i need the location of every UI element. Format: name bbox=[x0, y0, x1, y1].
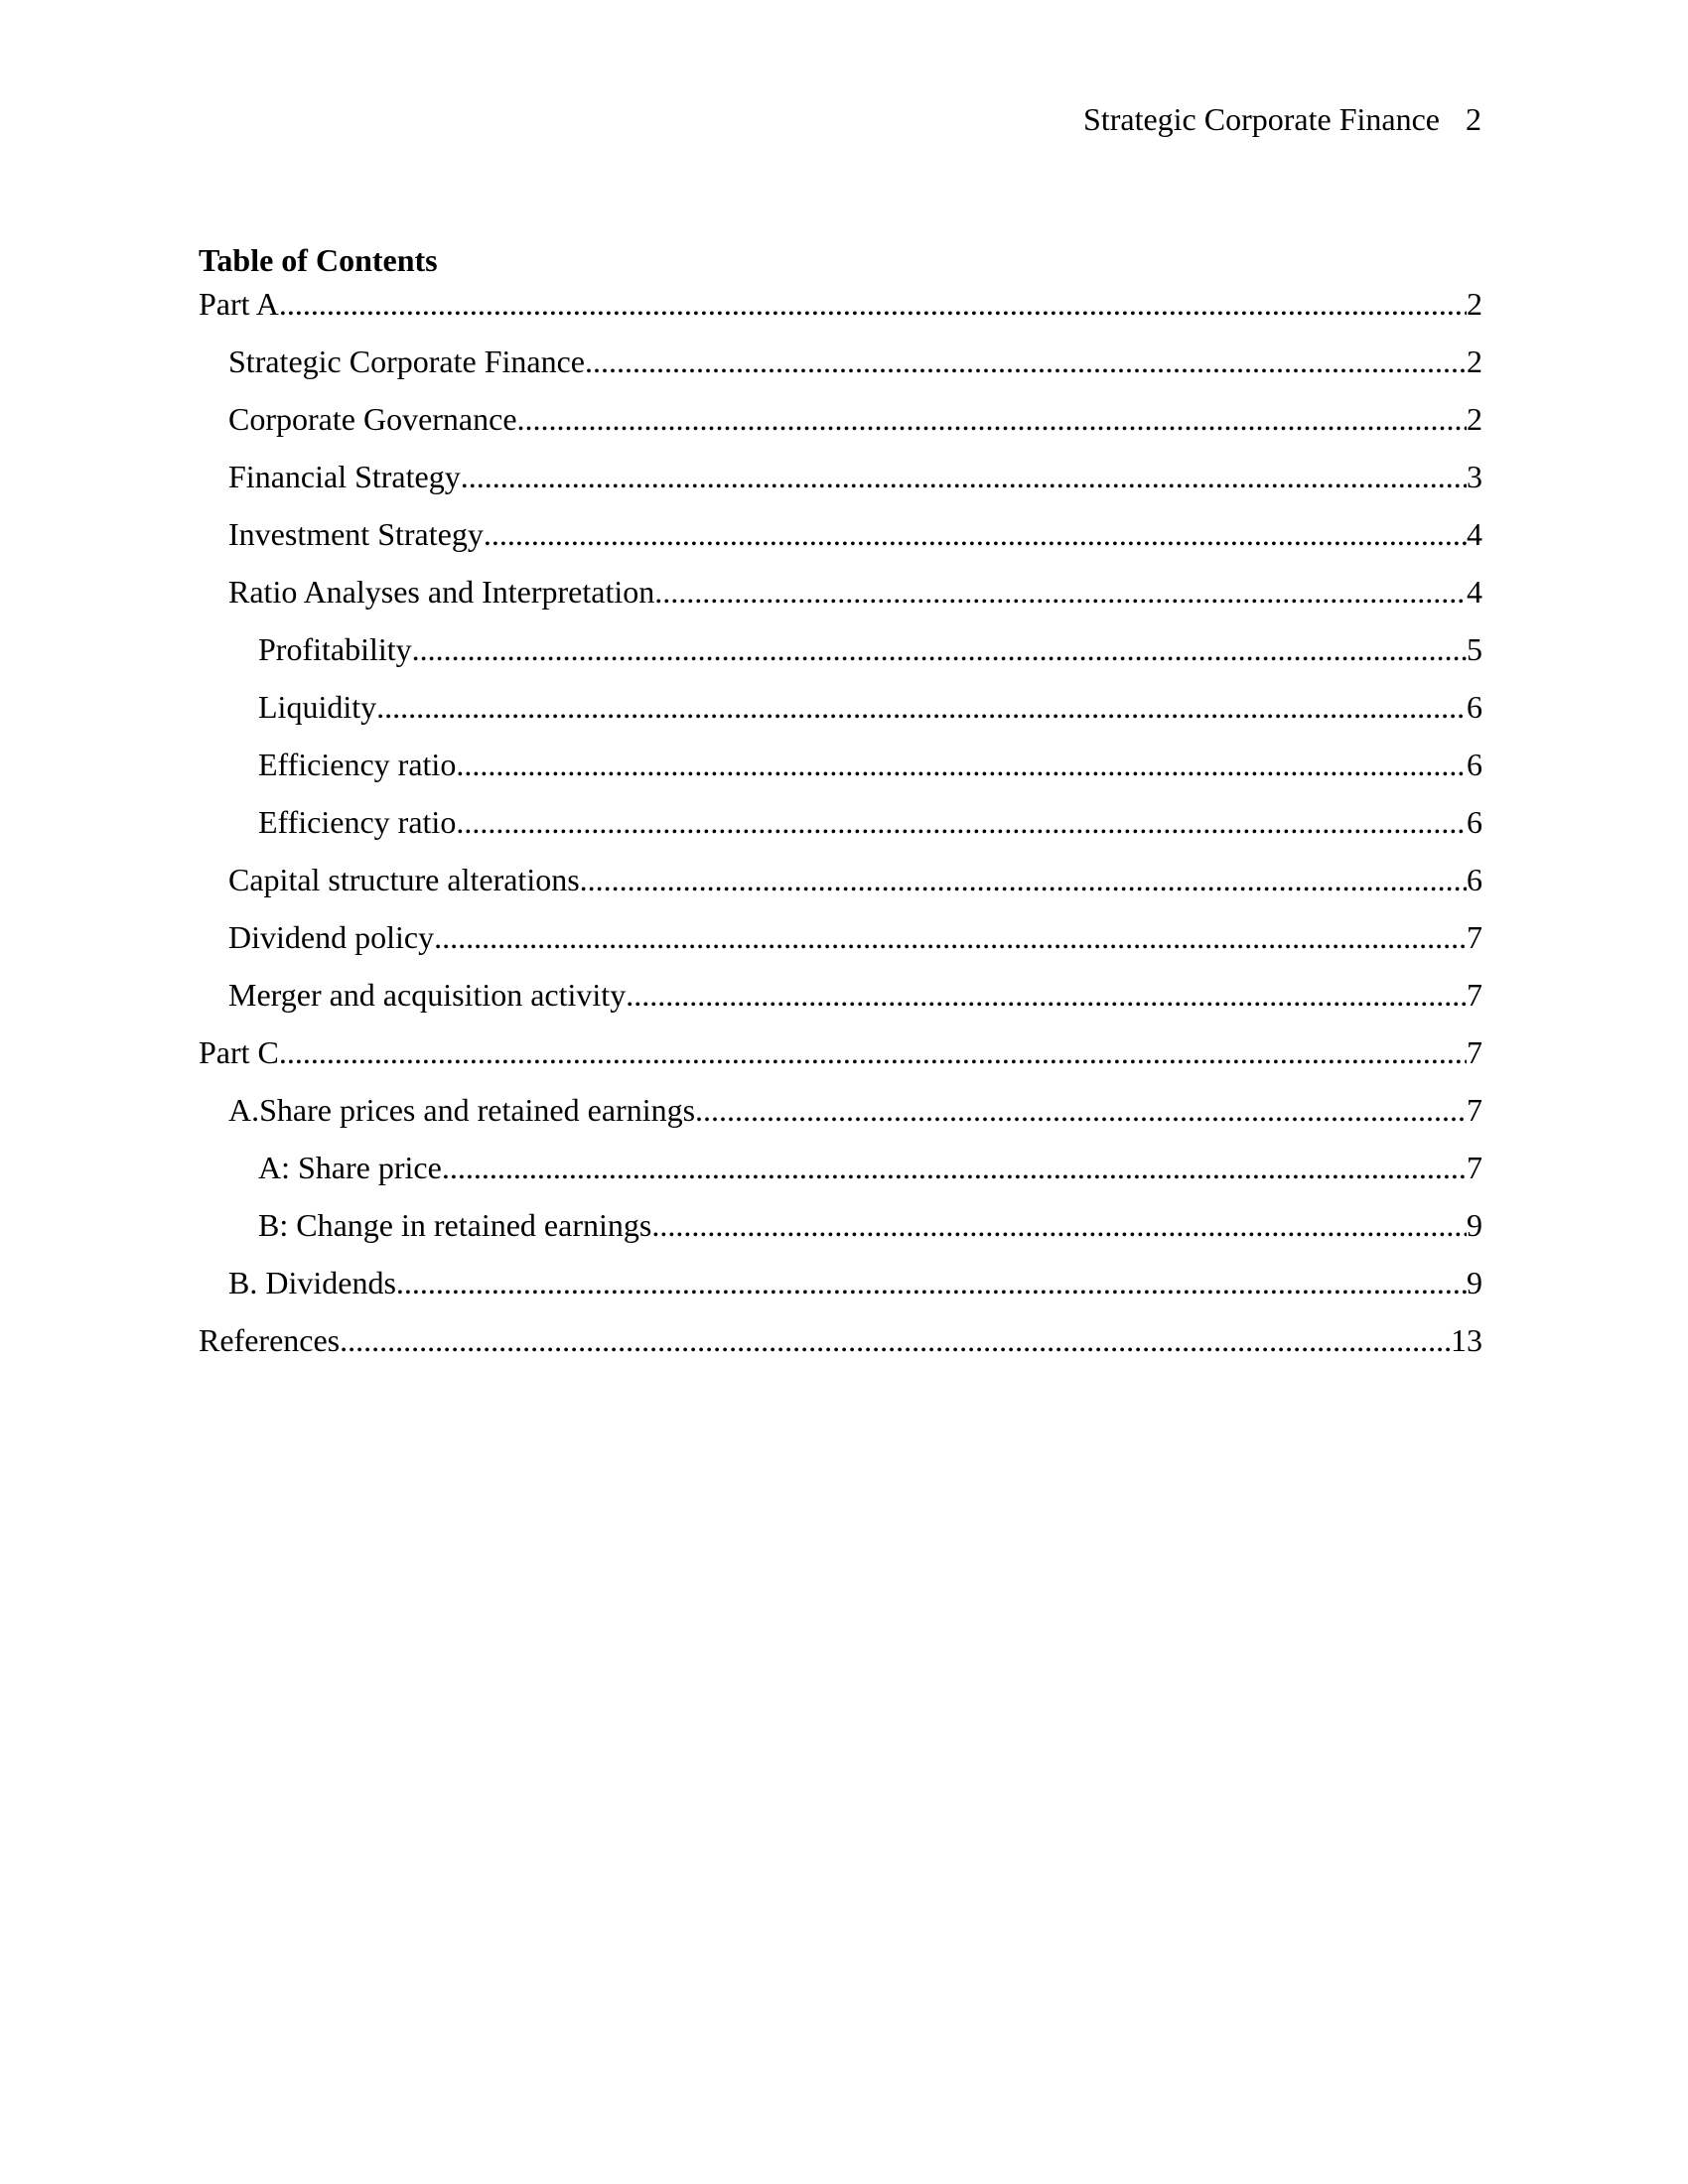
toc-entry-change-retained-earnings[interactable] bbox=[199, 1203, 1482, 1261]
toc-entry-efficiency-ratio[interactable] bbox=[199, 743, 1482, 800]
toc-entry-part-a[interactable] bbox=[199, 282, 1482, 340]
toc-entry-page: 6 bbox=[1467, 689, 1482, 725]
toc-entry-profitability[interactable] bbox=[199, 627, 1482, 685]
page-number: 2 bbox=[1466, 101, 1481, 137]
toc-entry-label: A.Share prices and retained earnings bbox=[228, 1092, 696, 1128]
toc-entry-label: Investment Strategy bbox=[228, 516, 484, 552]
toc-entry-page: 13 bbox=[1451, 1322, 1482, 1358]
toc-entry-page: 4 bbox=[1467, 516, 1482, 552]
toc-entry-label: Part C bbox=[199, 1034, 279, 1070]
toc-leader-dots bbox=[626, 973, 1467, 1017]
toc-entry-financial-strategy[interactable] bbox=[199, 455, 1482, 512]
toc-entry-label: Profitability bbox=[258, 631, 412, 667]
toc-entry-label: Efficiency ratio bbox=[258, 804, 457, 840]
toc-entry-page: 5 bbox=[1467, 631, 1482, 667]
toc-entry-label: Efficiency ratio bbox=[258, 747, 457, 782]
toc-entry-efficiency-ratio[interactable] bbox=[199, 800, 1482, 858]
toc-entry-page: 6 bbox=[1467, 862, 1482, 897]
toc-leader-dots bbox=[456, 743, 1467, 786]
toc-entry-page: 6 bbox=[1467, 747, 1482, 782]
toc-leader-dots bbox=[396, 1261, 1467, 1304]
table-of-contents bbox=[199, 282, 1482, 1376]
toc-entry-page: 7 bbox=[1467, 919, 1482, 955]
toc-entry-references[interactable] bbox=[199, 1318, 1482, 1376]
toc-leader-dots bbox=[461, 455, 1467, 498]
toc-entry-page: 2 bbox=[1467, 401, 1482, 437]
toc-leader-dots bbox=[585, 340, 1467, 383]
toc-entry-ratio-analyses[interactable] bbox=[199, 570, 1482, 627]
toc-entry-page: 7 bbox=[1467, 1092, 1482, 1128]
toc-entry-label: Ratio Analyses and Interpretation bbox=[228, 574, 655, 610]
toc-entry-label: Strategic Corporate Finance bbox=[228, 343, 585, 379]
toc-entry-label: A: Share price bbox=[258, 1150, 442, 1185]
toc-leader-dots bbox=[695, 1088, 1467, 1132]
toc-entry-label: Liquidity bbox=[258, 689, 377, 725]
toc-entry-share-prices-retained-earnings[interactable] bbox=[199, 1088, 1482, 1146]
toc-entry-page: 7 bbox=[1467, 977, 1482, 1013]
toc-entry-liquidity[interactable] bbox=[199, 685, 1482, 743]
toc-entry-page: 9 bbox=[1467, 1207, 1482, 1243]
toc-leader-dots bbox=[484, 512, 1467, 556]
toc-entry-part-c[interactable] bbox=[199, 1030, 1482, 1088]
toc-leader-dots bbox=[279, 282, 1467, 326]
toc-leader-dots bbox=[654, 570, 1467, 614]
toc-entry-label: Corporate Governance bbox=[228, 401, 517, 437]
toc-entry-label: B: Change in retained earnings bbox=[258, 1207, 652, 1243]
toc-leader-dots bbox=[517, 397, 1467, 441]
toc-entry-merger-acquisition[interactable] bbox=[199, 973, 1482, 1030]
toc-leader-dots bbox=[434, 915, 1467, 959]
toc-entry-page: 2 bbox=[1467, 343, 1482, 379]
toc-leader-dots bbox=[376, 685, 1467, 729]
toc-entry-page: 3 bbox=[1467, 459, 1482, 494]
toc-entry-dividend-policy[interactable] bbox=[199, 915, 1482, 973]
toc-entry-capital-structure[interactable] bbox=[199, 858, 1482, 915]
toc-entry-page: 9 bbox=[1467, 1265, 1482, 1300]
toc-leader-dots bbox=[456, 800, 1467, 844]
toc-entry-investment-strategy[interactable] bbox=[199, 512, 1482, 570]
toc-entry-strategic-corporate-finance[interactable] bbox=[199, 340, 1482, 397]
toc-entry-corporate-governance[interactable] bbox=[199, 397, 1482, 455]
toc-entry-page: 7 bbox=[1467, 1150, 1482, 1185]
toc-entry-label: Merger and acquisition activity bbox=[228, 977, 627, 1013]
toc-leader-dots bbox=[442, 1146, 1467, 1189]
toc-entry-label: Financial Strategy bbox=[228, 459, 461, 494]
toc-leader-dots bbox=[580, 858, 1467, 901]
running-header-title: Strategic Corporate Finance bbox=[1083, 101, 1440, 137]
toc-entry-page: 6 bbox=[1467, 804, 1482, 840]
toc-entry-label: B. Dividends bbox=[228, 1265, 396, 1300]
toc-entry-label: Dividend policy bbox=[228, 919, 435, 955]
toc-entry-page: 4 bbox=[1467, 574, 1482, 610]
toc-leader-dots bbox=[279, 1030, 1467, 1074]
toc-entry-label: Part A bbox=[199, 286, 279, 322]
toc-entry-page: 2 bbox=[1467, 286, 1482, 322]
toc-entry-share-price[interactable] bbox=[199, 1146, 1482, 1203]
toc-leader-dots bbox=[412, 627, 1467, 671]
toc-entry-label: References bbox=[199, 1322, 341, 1358]
toc-leader-dots bbox=[340, 1318, 1451, 1362]
toc-entry-page: 7 bbox=[1467, 1034, 1482, 1070]
toc-entry-label: Capital structure alterations bbox=[228, 862, 580, 897]
toc-leader-dots bbox=[651, 1203, 1467, 1247]
running-header bbox=[1083, 97, 1481, 141]
toc-heading: Table of Contents bbox=[199, 242, 438, 278]
toc-entry-dividends[interactable] bbox=[199, 1261, 1482, 1318]
